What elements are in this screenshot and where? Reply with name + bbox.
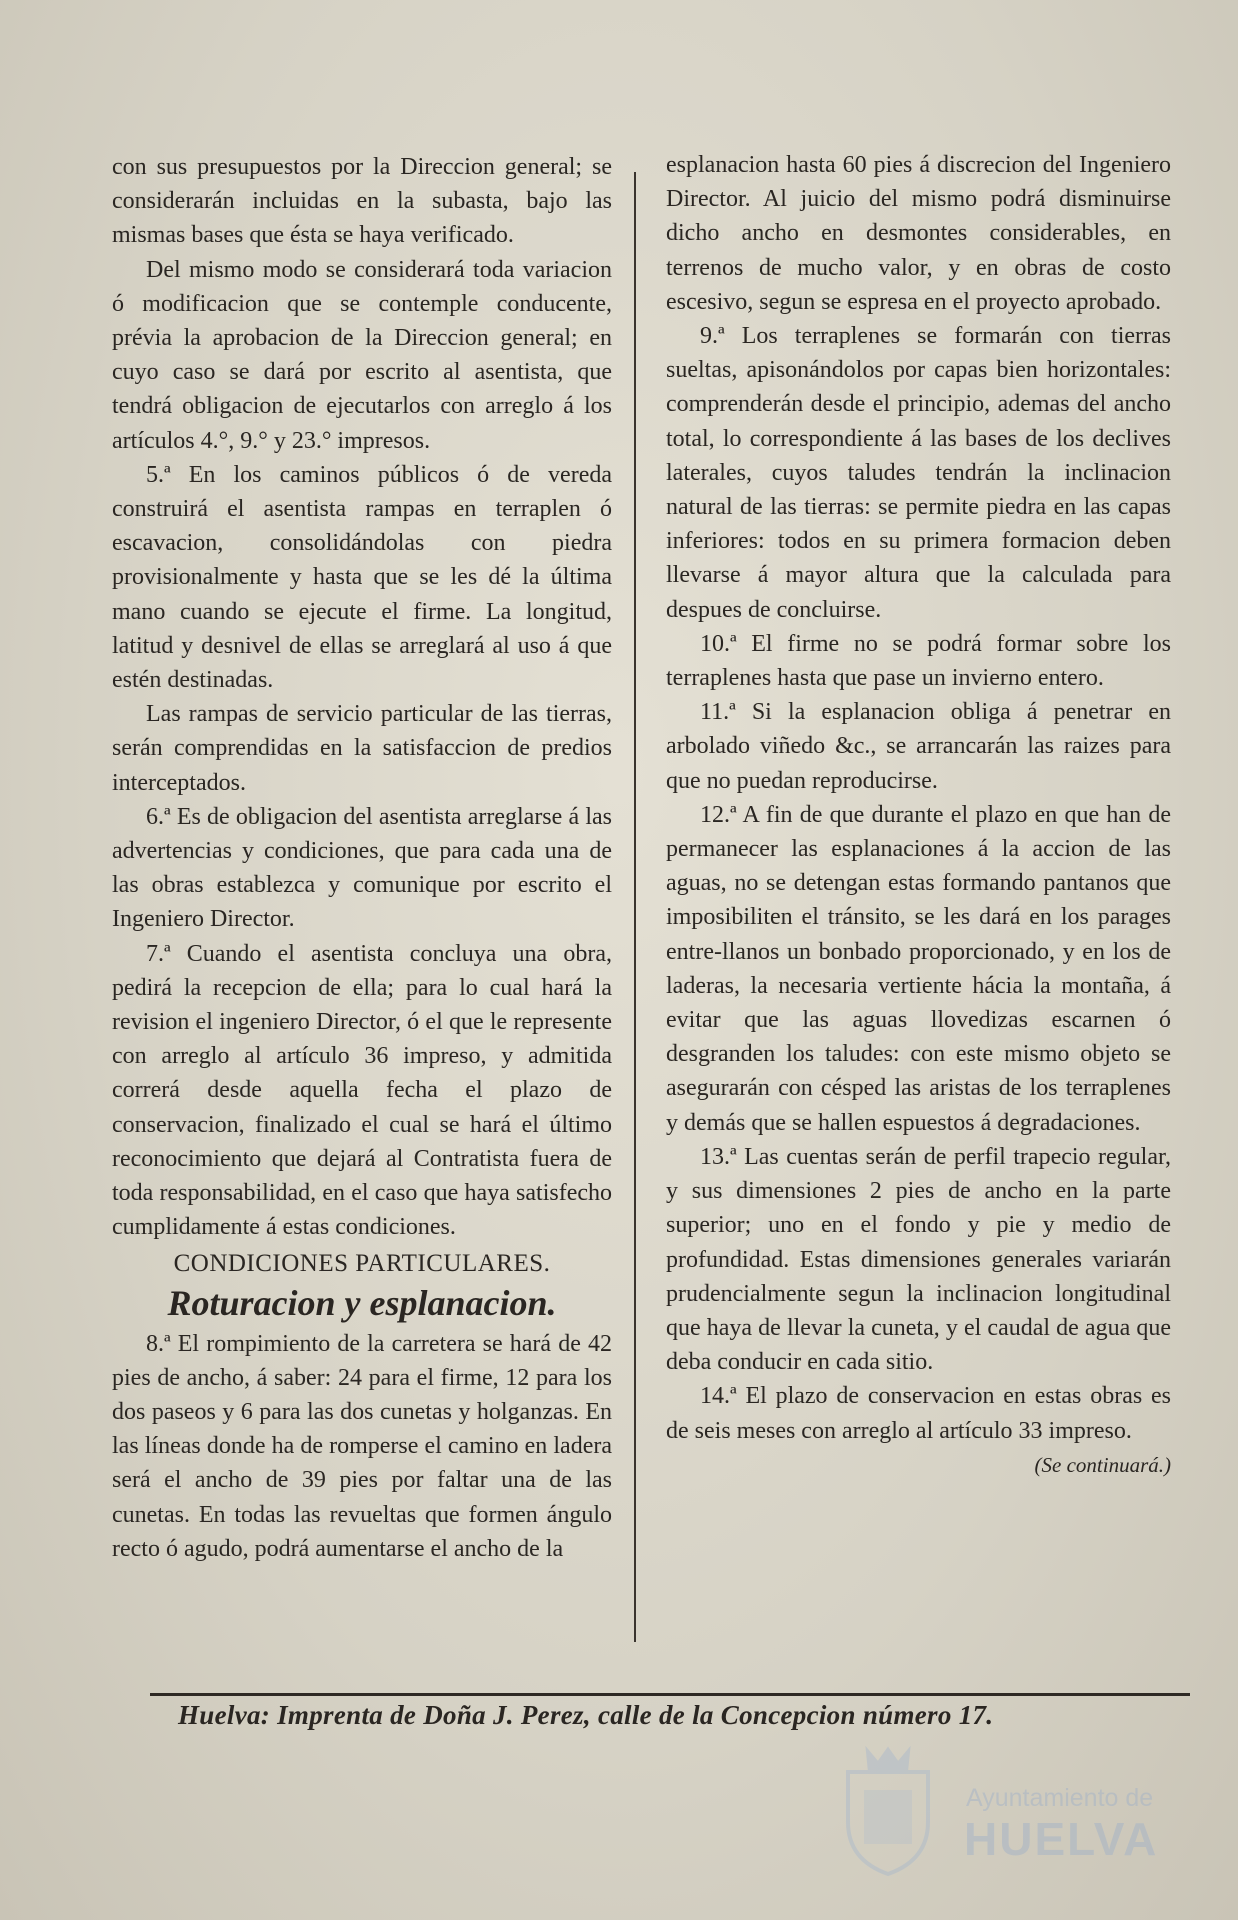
- paragraph: esplanacion hasta 60 pies á discrecion del Ingeniero Director. Al juicio del mismo podrá disminuirse dicho ancho en desmontes considerables, en terrenos de mucho valor, y en obras de costo escesivo, segun se espresa en el proyecto aprobado.: [666, 152, 1171, 315]
- archive-watermark: [818, 1742, 1178, 1882]
- paragraph: 10.ª El firme no se podrá formar sobre los terraplenes hasta que pase un invierno entero.: [666, 630, 1171, 692]
- paragraph: 7.ª Cuando el asentista concluya una obra, pedirá la recepcion de ella; para lo cual hará la revision el ingeniero Director, ó el que le represente con arreglo al artículo 36 impreso, y admitida correrá desde aquella fecha el plazo de conservacion, finalizado el cual se hará el último reconocimiento que dejará al Contratista fuera de toda responsabilidad, en el caso que haya satisfecho cumplidamente á estas condiciones.: [112, 940, 612, 1241]
- watermark-title: HUELVA: [964, 1813, 1159, 1865]
- continuation-note: (Se continuará.): [1034, 1452, 1171, 1477]
- printer-imprint: Huelva: Imprenta de Doña J. Perez, calle de la Concepcion número 17.: [178, 1700, 994, 1730]
- paragraph: Las rampas de servicio particular de las tierras, serán comprendidas en la satisfaccion de predios interceptados.: [112, 701, 612, 796]
- paragraph: 8.ª El rompimiento de la carretera se hará de 42 pies de ancho, á saber: 24 para el firme, 12 para los dos paseos y 6 para las dos cunetas y holganzas. En las líneas donde ha de romperse el camino en ladera será el ancho de 39 pies por faltar una de las cunetas. En todas las revueltas que formen ángulo recto ó agudo, podrá aumentarse el ancho de la: [112, 1330, 612, 1562]
- left-column: [112, 150, 612, 1566]
- section-heading: CONDICIONES PARTICULARES.: [173, 1249, 551, 1277]
- footer-rule: [150, 1693, 1190, 1696]
- section-subheading: Roturacion y esplanacion.: [167, 1282, 557, 1323]
- paragraph: 9.ª Los terraplenes se formarán con tierras sueltas, apisonándolos por capas bien horizontales: comprenderán desde el principio, ademas del ancho total, lo correspondiente á las bases de los declives laterales, cuyos taludes tendrán la inclinacion natural de las tierras: se permite piedra en las capas inferiores: todos en su primera formacion deben llevarse á mayor altura que la calculada para despues de concluirse.: [666, 323, 1171, 623]
- paragraph: 13.ª Las cuentas serán de perfil trapecio regular, y sus dimensiones 2 pies de ancho en la parte superior; uno en el fondo y pie y medio de profundidad. Estas dimensiones generales variarán prudencialmente segun la inclinacion longitudinal que haya de llevar la cuneta, y el caudal de agua que deba conducir en cada sitio.: [666, 1143, 1171, 1376]
- coat-of-arms-icon: [818, 1742, 958, 1882]
- watermark-text: Ayuntamiento de: [966, 1784, 1154, 1812]
- paragraph: 6.ª Es de obligacion del asentista arreglarse á las advertencias y condiciones, que para cada una de las obras establezca y comunique por escrito el Ingeniero Director.: [112, 803, 612, 933]
- paragraph: con sus presupuestos por la Direccion general; se considerarán incluidas en la subasta, bajo las mismas bases que ésta se haya verificado.: [112, 154, 612, 249]
- right-column: [666, 148, 1171, 1482]
- paragraph-text: 14.ª El plazo de conservacion en estas obras es de seis meses con arreglo al artículo 33 impreso.: [666, 1383, 1171, 1444]
- paragraph: Del mismo modo se considerará toda variacion ó modificacion que se contemple conducente, prévia la aprobacion de la Direccion general; en cuyo caso se dará por escrito al asentista, que tendrá obligacion de ejecutarlos con arreglo á los artículos 4.°, 9.° y 23.° impresos.: [112, 256, 612, 454]
- column-divider: [634, 172, 636, 1642]
- paragraph: 5.ª En los caminos públicos ó de vereda construirá el asentista rampas en terraplen ó escavacion, consolidándolas con piedra provisionalmente y hasta que se les dé la última mano cuando se ejecute el firme. La longitud, latitud y desnivel de ellas se arreglará al uso á que estén destinadas.: [112, 461, 612, 694]
- paragraph: 11.ª Si la esplanacion obliga á penetrar en arbolado viñedo &c., se arrancarán las raizes para que no puedan reproducirse.: [666, 699, 1171, 794]
- paragraph: 12.ª A fin de que durante el plazo en que han de permanecer las esplanaciones á la accion de las aguas, no se detengan estas formando pantanos que imposibiliten el tránsito, se les dará en los parages entre-llanos un bonbado proporcionado, y en los de laderas, la necesaria vertiente hácia la montaña, á evitar que las aguas llovedizas escarnen ó desgranden los taludes: con este mismo objeto se asegurarán con césped las aristas de los terraplenes y demás que se hallen espuestos á degradaciones.: [666, 801, 1171, 1136]
- paragraph: [666, 1379, 1171, 1477]
